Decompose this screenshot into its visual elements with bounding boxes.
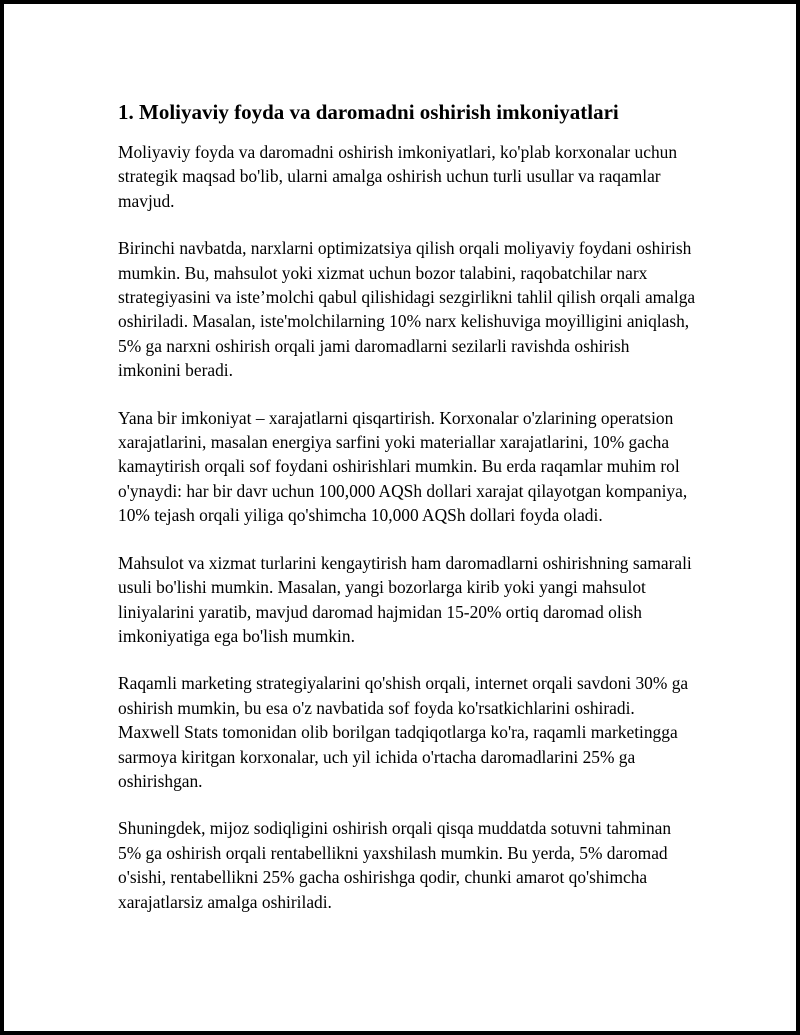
paragraph-pricing: Birinchi navbatda, narxlarni optimizatsiya qilish orqali moliyaviy foydani oshirish mumkin. Bu, mahsulot yoki xizmat uchun bozor talabini, raqobatchilar narx strategiyasini va iste’molchi qabul qilishidagi sezgirlikni tahlil qilish orqali amalga oshiriladi. Masalan, iste'molchilarning 10% narx kelishuviga moyilligini aniqlash, 5% ga narxni oshirish orqali jami daromadlarni sezilarli ravishda oshirish imkonini beradi. [118, 238, 696, 381]
paragraph-digital-marketing: Raqamli marketing strategiyalarini qo'shish orqali, internet orqali savdoni 30% ga oshirish mumkin, bu esa o'z navbatida sof foyda ko'rsatkichlarini oshiradi. Maxwell Stats tomonidan olib borilgan tadqiqotlarga ko'ra, raqamli marketingga sarmoya kiritgan korxonalar, uch yil ichida o'rtacha daromadlarini 25% ga oshirishgan. [118, 673, 689, 791]
section-title: 1. Moliyaviy foyda va daromadni oshirish imkoniyatlari [118, 100, 619, 124]
paragraph-expansion: Mahsulot va xizmat turlarini kengaytirish ham daromadlarni oshirishning samarali usuli bo'lishi mumkin. Masalan, yangi bozorlarga kirib yoki yangi mahsulot liniyalarini yaratib, mavjud daromad hajmidan 15-20% ortiq daromad olish imkoniyatiga ega bo'lish mumkin. [118, 552, 692, 646]
paragraph-customer-loyalty: Shuningdek, mijoz sodiqligini oshirish orqali qisqa muddatda sotuvni tahminan 5% ga oshirish orqali rentabellikni yaxshilash mumkin. Bu yerda, 5% daromad o'sishi, rentabellikni 25% gacha oshirishga qodir, chunki amarot qo'shimcha xarajatlarsiz amalga oshiriladi. [118, 818, 672, 912]
document-body [118, 98, 696, 937]
paragraph-intro: Moliyaviy foyda va daromadni oshirish imkoniyatlari, ko'plab korxonalar uchun strategik maqsad bo'lib, ularni amalga oshirish uchun turli usullar va raqamlar mavjud. [118, 142, 678, 211]
paragraph-cost-reduction: Yana bir imkoniyat – xarajatlarni qisqartirish. Korxonalar o'zlarining operatsion xarajatlarini, masalan energiya sarfini yoki materiallar xarajatlarini, 10% gacha kamaytirish orqali sof foydani oshirishlari mumkin. Bu erda raqamlar muhim rol o'ynaydi: har bir davr uchun 100,000 AQSh dollari xarajat qilayotgan kompaniya, 10% tejash orqali yiliga qo'shimcha 10,000 AQSh dollari foyda oladi. [118, 407, 688, 526]
